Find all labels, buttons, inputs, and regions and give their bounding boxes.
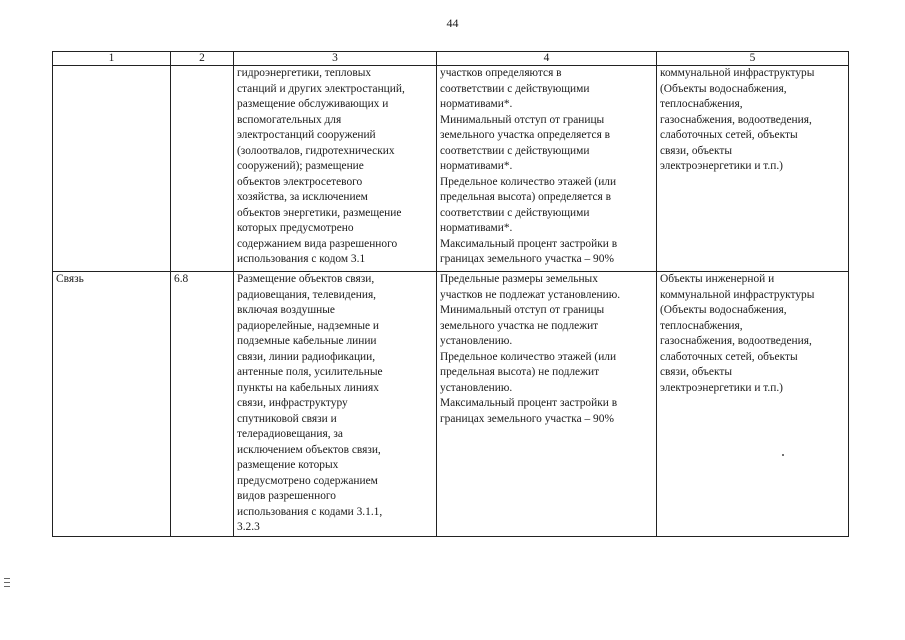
land-use-table [52,51,849,537]
use-name-cell [53,66,171,272]
column-header-2: 2 [171,52,234,66]
table-row-svyaz [53,272,849,537]
parameters-cell: участков определяются в соответствии с действующими нормативами*. Минимальный отступ от границы земельного участка определяется в соответствии с действующими нормативами*. Предельное количество этажей (или предельная высота) определяется в соответствии с действующими нормативами*. Максимальный процент застройки в границах земельного участка – 90% [437,66,657,272]
use-code-cell: 6.8 [171,272,234,537]
use-code-cell [171,66,234,272]
margin-scan-mark [4,578,10,596]
column-header-1: 1 [53,52,171,66]
objects-cell: коммунальной инфраструктуры (Объекты водоснабжения, теплоснабжения, газоснабжения, водоотведения, слаботочных сетей, объекты связи, объекты электроэнергетики и т.п.) [657,66,849,272]
use-description-cell: гидроэнергетики, тепловых станций и других электростанций, размещение обслуживающих и вспомогательных для электростанций сооружений (золоотвалов, гидротехнических сооружений); размещение объектов электросетевого хозяйства, за исключением объектов энергетики, размещение которых предусмотрено содержанием вида разрешенного использования с кодом 3.1 [234,66,437,272]
column-header-4: 4 [437,52,657,66]
objects-cell: Объекты инженерной и коммунальной инфраструктуры (Объекты водоснабжения, теплоснабжения, газоснабжения, водоотведения, слаботочных сетей, объекты связи, объекты электроэнергетики и т.п.) [657,272,849,537]
scan-speck [782,454,784,456]
use-description-cell: Размещение объектов связи, радиовещания, телевидения, включая воздушные радиорелейные, надземные и подземные кабельные линии связи, линии радиофикации, антенные поля, усилительные пункты на кабельных линиях связи, инфраструктуру спутниковой связи и телерадиовещания, за исключением объектов связи, размещение которых предусмотрено содержанием видов разрешенного использования с кодами 3.1.1, 3.2.3 [234,272,437,537]
use-name-cell: Связь [53,272,171,537]
table-header-row [53,52,849,66]
column-header-5: 5 [657,52,849,66]
page-number: 44 [446,16,459,30]
parameters-cell: Предельные размеры земельных участков не подлежат установлению. Минимальный отступ от границы земельного участка не подлежит установлению. Предельное количество этажей (или предельная высота) не подлежит установлению. Максимальный процент застройки в границах земельного участка – 90% [437,272,657,537]
table-row-continuation [53,66,849,272]
column-header-3: 3 [234,52,437,66]
